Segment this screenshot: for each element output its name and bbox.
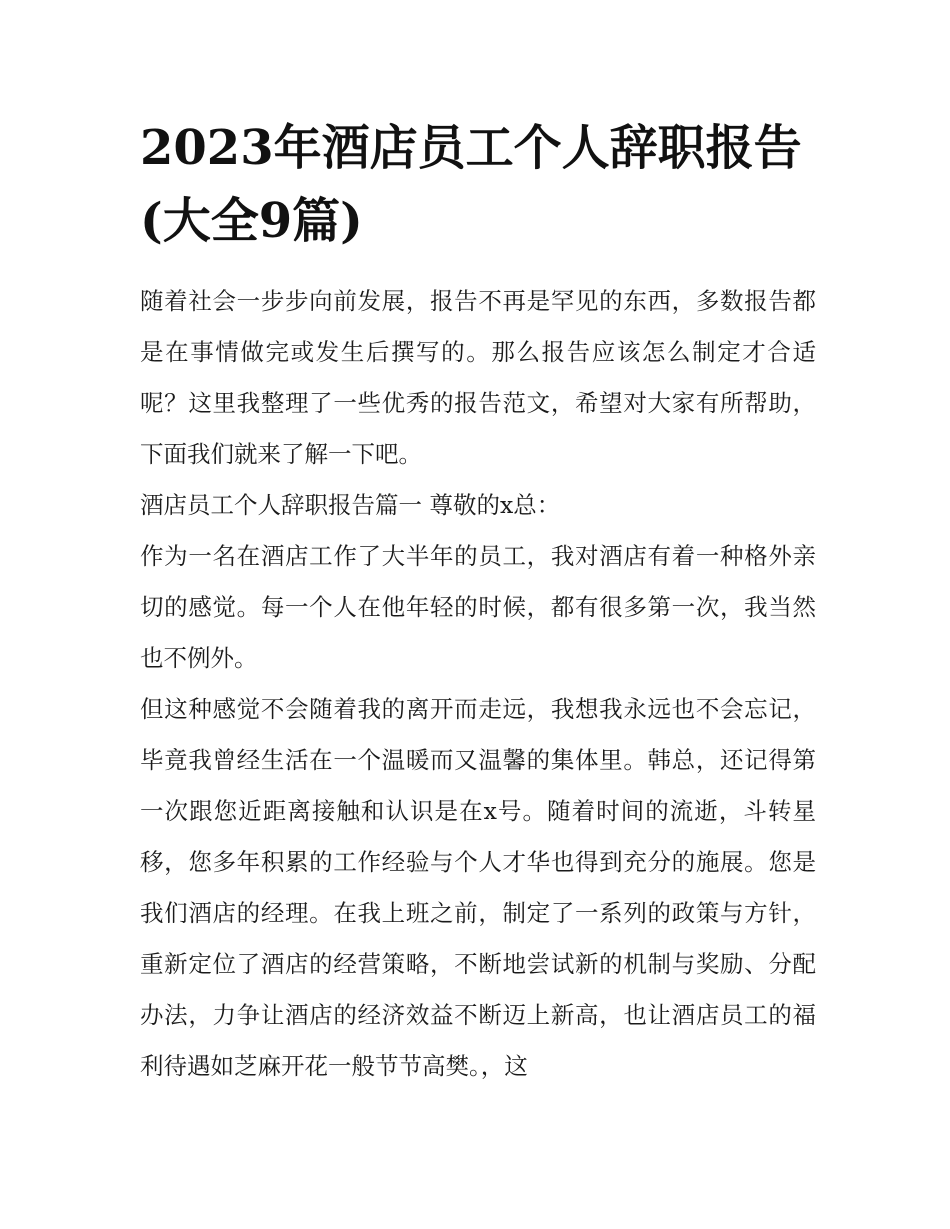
body-paragraph: 但这种感觉不会随着我的离开而走远，我想我永远也不会忘记，毕竟我曾经生活在一个温暖而又温馨的集体里。韩总，还记得第一次跟您近距离接触和认识是在x号。随着时间的流逝，斗转星移，您多年积累的工作经验与个人才华也得到充分的施展。您是我们酒店的经理。在我上班之前，制定了一系列的政策与方针，重新定位了酒店的经营策略，不断地尝试新的机制与奖励、分配办法，力争让酒店的经济效益不断迈上新高，也让酒店员工的福利待遇如芝麻开花一般节节高樊。，这 xyxy=(140,695,816,1080)
intro-paragraph: 随着社会一步步向前发展，报告不再是罕见的东西，多数报告都是在事情做完或发生后撰写的。那么报告应该怎么制定才合适呢？这里我整理了一些优秀的报告范文，希望对大家有所帮助，下面我们就来了解一下吧。 xyxy=(140,287,816,468)
section-heading-greeting: 酒店员工个人辞职报告篇一 尊敬的x总： xyxy=(140,491,561,519)
body-paragraph: 作为一名在酒店工作了大半年的员工，我对酒店有着一种格外亲切的感觉。每一个人在他年轻的时候，都有很多第一次，我当然也不例外。 xyxy=(140,542,816,672)
document-body xyxy=(140,276,816,1092)
document-title: 2023年酒店员工个人辞职报告(大全9篇) xyxy=(140,120,802,249)
